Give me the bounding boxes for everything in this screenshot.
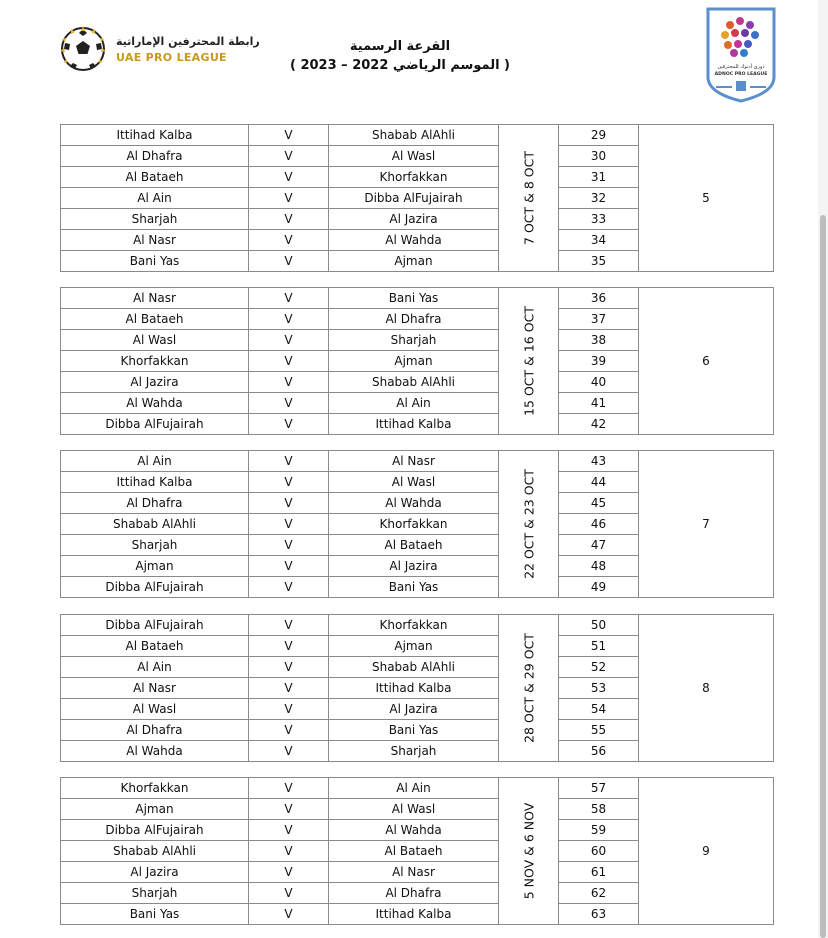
away-team: Ajman bbox=[329, 351, 499, 372]
away-team: Al Nasr bbox=[329, 862, 499, 883]
table-row bbox=[61, 615, 774, 636]
match-number: 60 bbox=[559, 841, 639, 862]
home-team: Ajman bbox=[61, 556, 249, 577]
round-table bbox=[60, 614, 774, 762]
round-table bbox=[60, 287, 774, 435]
round-number: 8 bbox=[639, 615, 774, 762]
round-table bbox=[60, 777, 774, 925]
season-subtitle: ( الموسم الرياضي 2022 – 2023 ) bbox=[289, 58, 510, 73]
match-number: 38 bbox=[559, 330, 639, 351]
versus-label: V bbox=[249, 720, 329, 741]
match-number: 44 bbox=[559, 472, 639, 493]
home-team: Bani Yas bbox=[61, 251, 249, 272]
versus-label: V bbox=[249, 230, 329, 251]
versus-label: V bbox=[249, 883, 329, 904]
versus-label: V bbox=[249, 209, 329, 230]
away-team: Al Jazira bbox=[329, 699, 499, 720]
away-team: Al Bataeh bbox=[329, 535, 499, 556]
org-name-arabic: رابطة المحترفين الإماراتية bbox=[116, 35, 260, 48]
home-team: Al Nasr bbox=[61, 230, 249, 251]
away-team: Ittihad Kalba bbox=[329, 904, 499, 925]
versus-label: V bbox=[249, 251, 329, 272]
away-team: Al Dhafra bbox=[329, 309, 499, 330]
away-team: Sharjah bbox=[329, 741, 499, 762]
match-number: 62 bbox=[559, 883, 639, 904]
home-team: Sharjah bbox=[61, 883, 249, 904]
away-team: Khorfakkan bbox=[329, 514, 499, 535]
versus-label: V bbox=[249, 535, 329, 556]
match-number: 42 bbox=[559, 414, 639, 435]
versus-label: V bbox=[249, 372, 329, 393]
round-dates-cell bbox=[499, 615, 559, 762]
versus-label: V bbox=[249, 493, 329, 514]
away-team: Shabab AlAhli bbox=[329, 372, 499, 393]
away-team: Khorfakkan bbox=[329, 615, 499, 636]
away-team: Al Jazira bbox=[329, 209, 499, 230]
home-team: Al Wahda bbox=[61, 393, 249, 414]
versus-label: V bbox=[249, 741, 329, 762]
match-number: 45 bbox=[559, 493, 639, 514]
match-number: 47 bbox=[559, 535, 639, 556]
round-dates: 7 OCT & 8 OCT bbox=[521, 151, 536, 245]
versus-label: V bbox=[249, 657, 329, 678]
org-name-english: UAE PRO LEAGUE bbox=[116, 51, 227, 64]
home-team: Ajman bbox=[61, 799, 249, 820]
versus-label: V bbox=[249, 393, 329, 414]
round-dates: 5 NOV & 6 NOV bbox=[521, 802, 536, 900]
match-number: 46 bbox=[559, 514, 639, 535]
away-team: Al Jazira bbox=[329, 556, 499, 577]
round-table bbox=[60, 124, 774, 272]
home-team: Al Wahda bbox=[61, 741, 249, 762]
home-team: Al Jazira bbox=[61, 372, 249, 393]
versus-label: V bbox=[249, 778, 329, 799]
match-number: 56 bbox=[559, 741, 639, 762]
away-team: Al Dhafra bbox=[329, 883, 499, 904]
match-number: 54 bbox=[559, 699, 639, 720]
adnoc-pro-league-badge bbox=[706, 7, 776, 103]
away-team: Shabab AlAhli bbox=[329, 657, 499, 678]
home-team: Al Bataeh bbox=[61, 636, 249, 657]
versus-label: V bbox=[249, 577, 329, 598]
badge-arabic-text: دوري أدنوك للمحترفين bbox=[717, 64, 765, 70]
home-team: Al Wasl bbox=[61, 330, 249, 351]
match-number: 33 bbox=[559, 209, 639, 230]
home-team: Dibba AlFujairah bbox=[61, 414, 249, 435]
away-team: Al Wahda bbox=[329, 230, 499, 251]
away-team: Dibba AlFujairah bbox=[329, 188, 499, 209]
versus-label: V bbox=[249, 820, 329, 841]
versus-label: V bbox=[249, 699, 329, 720]
home-team: Al Nasr bbox=[61, 288, 249, 309]
home-team: Al Wasl bbox=[61, 699, 249, 720]
home-team: Al Dhafra bbox=[61, 493, 249, 514]
home-team: Dibba AlFujairah bbox=[61, 615, 249, 636]
match-number: 63 bbox=[559, 904, 639, 925]
home-team: Shabab AlAhli bbox=[61, 514, 249, 535]
home-team: Al Ain bbox=[61, 451, 249, 472]
round-number: 9 bbox=[639, 778, 774, 925]
home-team: Sharjah bbox=[61, 535, 249, 556]
vertical-scrollbar[interactable] bbox=[818, 0, 828, 938]
versus-label: V bbox=[249, 904, 329, 925]
match-number: 35 bbox=[559, 251, 639, 272]
league-logo bbox=[56, 20, 260, 82]
round-dates-cell bbox=[499, 778, 559, 925]
match-number: 59 bbox=[559, 820, 639, 841]
away-team: Ajman bbox=[329, 251, 499, 272]
home-team: Sharjah bbox=[61, 209, 249, 230]
football-logo-icon bbox=[60, 26, 106, 72]
home-team: Khorfakkan bbox=[61, 351, 249, 372]
versus-label: V bbox=[249, 146, 329, 167]
away-team: Khorfakkan bbox=[329, 167, 499, 188]
round-dates: 15 OCT & 16 OCT bbox=[521, 306, 536, 416]
match-number: 57 bbox=[559, 778, 639, 799]
match-number: 36 bbox=[559, 288, 639, 309]
match-number: 32 bbox=[559, 188, 639, 209]
away-team: Al Wasl bbox=[329, 472, 499, 493]
away-team: Al Wahda bbox=[329, 820, 499, 841]
match-number: 39 bbox=[559, 351, 639, 372]
match-number: 49 bbox=[559, 577, 639, 598]
round-dates-cell bbox=[499, 288, 559, 435]
match-number: 53 bbox=[559, 678, 639, 699]
scrollbar-thumb[interactable] bbox=[820, 215, 826, 938]
versus-label: V bbox=[249, 472, 329, 493]
match-number: 50 bbox=[559, 615, 639, 636]
away-team: Al Nasr bbox=[329, 451, 499, 472]
home-team: Al Dhafra bbox=[61, 146, 249, 167]
versus-label: V bbox=[249, 678, 329, 699]
versus-label: V bbox=[249, 451, 329, 472]
match-number: 48 bbox=[559, 556, 639, 577]
home-team: Al Jazira bbox=[61, 862, 249, 883]
away-team: Al Ain bbox=[329, 778, 499, 799]
away-team: Ittihad Kalba bbox=[329, 414, 499, 435]
home-team: Ittihad Kalba bbox=[61, 125, 249, 146]
home-team: Bani Yas bbox=[61, 904, 249, 925]
versus-label: V bbox=[249, 125, 329, 146]
round-dates: 28 OCT & 29 OCT bbox=[521, 633, 536, 743]
round-dates-cell bbox=[499, 451, 559, 598]
match-number: 34 bbox=[559, 230, 639, 251]
home-team: Ittihad Kalba bbox=[61, 472, 249, 493]
table-row bbox=[61, 451, 774, 472]
match-number: 58 bbox=[559, 799, 639, 820]
round-dates: 22 OCT & 23 OCT bbox=[521, 469, 536, 579]
match-number: 29 bbox=[559, 125, 639, 146]
round-table bbox=[60, 450, 774, 598]
away-team: Al Wahda bbox=[329, 493, 499, 514]
table-row bbox=[61, 778, 774, 799]
match-number: 55 bbox=[559, 720, 639, 741]
versus-label: V bbox=[249, 309, 329, 330]
home-team: Al Ain bbox=[61, 657, 249, 678]
round-dates-cell bbox=[499, 125, 559, 272]
adnoc-mark-icon bbox=[736, 81, 746, 91]
match-number: 37 bbox=[559, 309, 639, 330]
away-team: Al Ain bbox=[329, 393, 499, 414]
away-team: Al Bataeh bbox=[329, 841, 499, 862]
versus-label: V bbox=[249, 556, 329, 577]
round-number: 5 bbox=[639, 125, 774, 272]
match-number: 61 bbox=[559, 862, 639, 883]
match-number: 51 bbox=[559, 636, 639, 657]
versus-label: V bbox=[249, 862, 329, 883]
home-team: Shabab AlAhli bbox=[61, 841, 249, 862]
home-team: Khorfakkan bbox=[61, 778, 249, 799]
versus-label: V bbox=[249, 351, 329, 372]
badge-text: ADNOC PRO LEAGUE bbox=[714, 72, 768, 77]
versus-label: V bbox=[249, 615, 329, 636]
home-team: Al Ain bbox=[61, 188, 249, 209]
home-team: Dibba AlFujairah bbox=[61, 820, 249, 841]
round-number: 6 bbox=[639, 288, 774, 435]
away-team: Bani Yas bbox=[329, 288, 499, 309]
away-team: Al Wasl bbox=[329, 146, 499, 167]
match-number: 40 bbox=[559, 372, 639, 393]
home-team: Dibba AlFujairah bbox=[61, 577, 249, 598]
versus-label: V bbox=[249, 636, 329, 657]
versus-label: V bbox=[249, 414, 329, 435]
match-number: 30 bbox=[559, 146, 639, 167]
versus-label: V bbox=[249, 330, 329, 351]
match-number: 52 bbox=[559, 657, 639, 678]
match-number: 43 bbox=[559, 451, 639, 472]
away-team: Ittihad Kalba bbox=[329, 678, 499, 699]
versus-label: V bbox=[249, 167, 329, 188]
page-title-block bbox=[280, 38, 520, 76]
match-number: 31 bbox=[559, 167, 639, 188]
table-row bbox=[61, 125, 774, 146]
home-team: Al Nasr bbox=[61, 678, 249, 699]
versus-label: V bbox=[249, 188, 329, 209]
versus-label: V bbox=[249, 288, 329, 309]
away-team: Ajman bbox=[329, 636, 499, 657]
home-team: Al Bataeh bbox=[61, 309, 249, 330]
away-team: Bani Yas bbox=[329, 720, 499, 741]
away-team: Shabab AlAhli bbox=[329, 125, 499, 146]
away-team: Al Wasl bbox=[329, 799, 499, 820]
home-team: Al Dhafra bbox=[61, 720, 249, 741]
versus-label: V bbox=[249, 799, 329, 820]
home-team: Al Bataeh bbox=[61, 167, 249, 188]
round-number: 7 bbox=[639, 451, 774, 598]
match-number: 41 bbox=[559, 393, 639, 414]
table-row bbox=[61, 288, 774, 309]
page-title: القرعة الرسمية bbox=[349, 39, 451, 54]
away-team: Bani Yas bbox=[329, 577, 499, 598]
away-team: Sharjah bbox=[329, 330, 499, 351]
versus-label: V bbox=[249, 514, 329, 535]
versus-label: V bbox=[249, 841, 329, 862]
